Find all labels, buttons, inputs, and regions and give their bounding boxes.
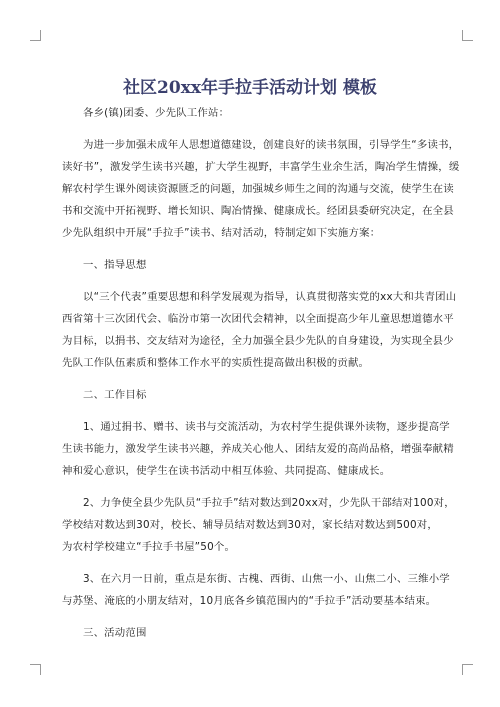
document-title: 社区20xx年手拉手活动计划 模板: [123, 78, 377, 99]
paragraph-gap: [62, 124, 440, 134]
paragraph-line: 读好书”，激发学生读书兴趣，扩大学生视野，丰富学生业余生活，陶冶学生情操，缓: [62, 161, 460, 173]
paragraph-line: 二、工作目标: [83, 389, 147, 401]
paragraph-gap: [62, 482, 440, 492]
paragraph-gap: [62, 406, 440, 416]
paragraph-line: 少先队组织中开展“手拉手”读书、结对活动，特制定如下实施方案：: [62, 227, 381, 239]
paragraph-line: 与苏堡、淹底的小朋友结对，10月底各乡镇范围内的“手拉手”活动要基本结束。: [62, 595, 437, 607]
paragraph-line: 为目标，以捐书、交友结对为途径，全力加强全县少先队的自身建设，为实现全县少: [62, 335, 454, 347]
paragraph-line: 1、通过捐书、赠书、读书与交流活动，为农村学生提供课外读物，逐步提高学: [83, 421, 450, 433]
paragraph-line: 先队工作队伍素质和整体工作水平的实质性提高做出积极的贡献。: [62, 357, 370, 369]
paragraph-gap: [62, 374, 440, 384]
margin-mark-bottom-left: [30, 664, 41, 675]
document-body: [62, 102, 460, 644]
paragraph-line: 为进一步加强未成年人思想道德建设，创建良好的读书氛围，引导学生“多读书，: [83, 139, 460, 151]
paragraph-gap: [62, 558, 440, 568]
paragraph-line: 学校结对数达到30对，校长、辅导员结对数达到30对，家长结对数达到500对，: [62, 519, 438, 531]
paragraph-gap: [62, 276, 440, 286]
paragraph-line: 神和爱心意识，使学生在读书活动中相互体验、共同提高、健康成长。: [62, 465, 391, 477]
paragraph-line: 生读书能力，激发学生读书兴趣，养成关心他人、团结友爱的高尚品格，增强奉献精: [62, 443, 454, 455]
paragraph-line: 书和交流中开拓视野、增长知识、陶冶情操、健康成长。经团县委研究决定，在全县: [62, 205, 454, 217]
paragraph-line: 各乡(镇)团委、少先队工作站：: [83, 107, 230, 119]
margin-mark-top-left: [30, 30, 41, 41]
paragraph-line: 西省第十三次团代会、临汾市第一次团代会精神，以全面提高少年儿童思想道德水平: [62, 313, 454, 325]
paragraph-line: 解农村学生课外阅读资源匮乏的问题，加强城乡师生之间的沟通与交流，使学生在读: [62, 183, 454, 195]
paragraph-line: 3、在六月一日前，重点是东街、古槐、西街、山焦一小、山焦二小、三维小学: [83, 573, 450, 585]
paragraph-line: 三、活动范围: [83, 627, 147, 639]
margin-mark-bottom-right: [462, 664, 473, 675]
paragraph-line: 为农村学校建立“手拉手书屋”50个。: [62, 541, 236, 553]
paragraph-line: 一、指导思想: [83, 259, 147, 271]
paragraph-line: 以“三个代表”重要思想和科学发展观为指导，认真贯彻落实党的xx大和共青团山: [83, 291, 457, 303]
paragraph-gap: [62, 612, 440, 622]
margin-mark-top-right: [462, 30, 473, 41]
paragraph-gap: [62, 244, 440, 254]
paragraph-line: 2、力争使全县少先队员“手拉手”结对数达到20xx对，少先队干部结对100对，: [83, 497, 455, 509]
